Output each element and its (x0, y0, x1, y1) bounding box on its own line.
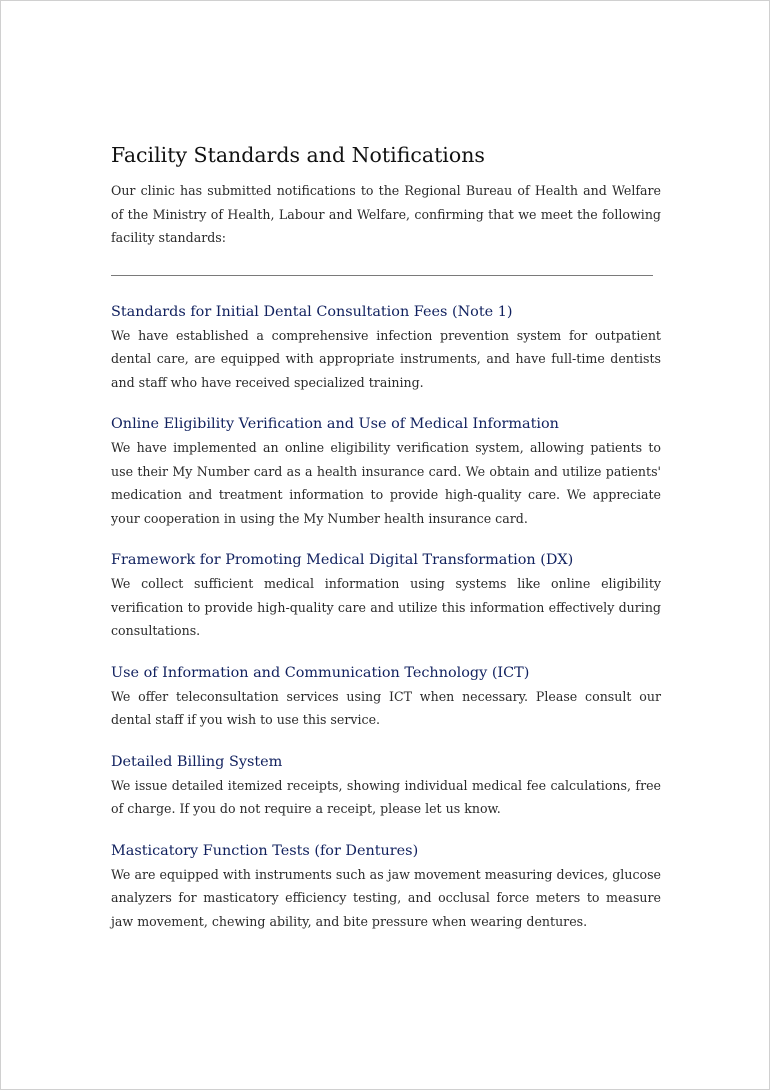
section-ict (111, 662, 661, 732)
section-body: We offer teleconsultation services using ICT when necessary. Please consult our dental staff if you wish to use this service. (111, 688, 661, 727)
section-online-eligibility (111, 413, 661, 530)
section-heading: Standards for Initial Dental Consultation Fees (Note 1) (111, 303, 513, 320)
section-heading: Online Eligibility Verification and Use of Medical Information (111, 416, 559, 432)
document-content (111, 141, 661, 952)
section-body: We are equipped with instruments such as jaw movement measuring devices, glucose analyzers for masticatory efficiency testing, and occlusal force meters to measure jaw movement, chewing ability, and bite pressure when wearing dentures. (111, 866, 661, 929)
section-body: We collect sufficient medical information using systems like online eligibility verification to provide high-quality care and utilize this information effectively during consultations. (111, 576, 661, 638)
section-body: We have established a comprehensive infection prevention system for outpatient dental care, are equipped with appropriate instruments, and have full-time dentists and staff who have received specialized training. (111, 327, 661, 390)
sections-list (111, 301, 661, 934)
section-heading: Framework for Promoting Medical Digital Transformation (DX) (111, 552, 574, 568)
section-heading: Masticatory Function Tests (for Dentures) (111, 842, 419, 859)
intro-paragraph: Our clinic has submitted notifications to the Regional Bureau of Health and Welfare of the Ministry of Health, Labour and Welfare, confirming that we meet the following facility standards: (111, 183, 661, 245)
section-masticatory-tests (111, 840, 661, 934)
section-heading: Use of Information and Communication Technology (ICT) (111, 664, 530, 681)
section-detailed-billing (111, 751, 661, 821)
divider (111, 275, 653, 276)
section-medical-dx (111, 549, 661, 643)
section-body: We issue detailed itemized receipts, showing individual medical fee calculations, free of charge. If you do not require a receipt, please let us know. (111, 777, 661, 816)
section-heading: Detailed Billing System (111, 753, 283, 770)
page-title: Facility Standards and Notifications (111, 143, 485, 167)
section-body: We have implemented an online eligibility verification system, allowing patients to use their My Number card as a health insurance card. We obtain and utilize patients' medication and treatment information to provide high-quality care. We appreciate your cooperation in using the My Number health insurance card. (111, 440, 661, 526)
section-initial-consultation-fees (111, 301, 661, 395)
